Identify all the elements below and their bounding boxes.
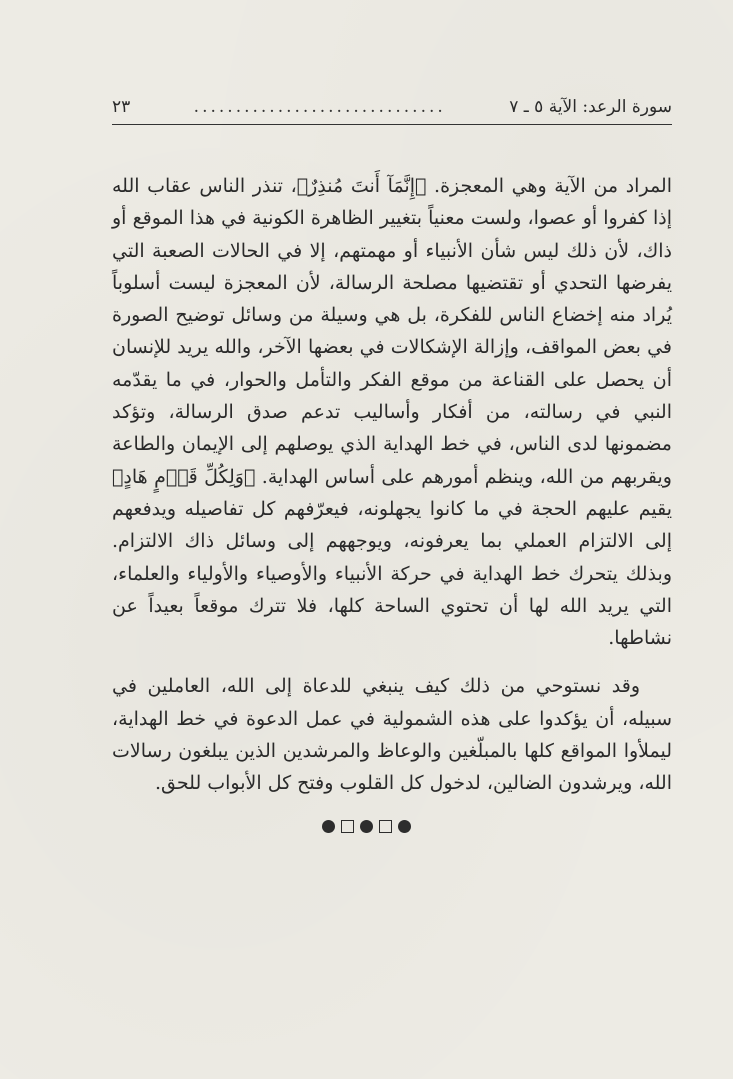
header-rule [112, 124, 672, 125]
quran-verse: ﴿وَلِكُلِّ قَوۡمٍ هَادٍ﴾ [112, 465, 256, 488]
text-run: وقد نستوحي من ذلك كيف ينبغي للدعاة إلى الله، العاملين في سبيله، أن يؤكدوا على هذه الشمولية في عمل الدعوة في خط الهداية، ليملأوا المواقع كلها بالمبلّغين والوعاظ والمرشدين الذين يبلغون رسالات الله، ويرشدون الضالين، لدخول كل القلوب وفتح كل الأبواب للحق. [112, 675, 672, 795]
header-leader-dots: .............................. [193, 97, 446, 117]
ornament-dot-icon [360, 820, 373, 833]
paragraph-2 [112, 670, 672, 799]
section-ornament [0, 820, 733, 833]
body-text [112, 170, 672, 800]
page-number: ٢٣ [112, 97, 131, 117]
ornament-square-icon [341, 820, 354, 833]
running-header [112, 96, 672, 118]
text-run: يقيم عليهم الحجة في ما كانوا يجهلونه، فيعرّفهم كل تفاصيله ويدفعهم إلى الالتزام العملي بما يعرفونه، ويوجههم إلى وسائل ذاك الالتزام. وبذلك يتحرك خط الهداية في حركة الأنبياء والأوصياء والأولياء والعلماء، التي يريد الله لها أن تحتوي الساحة كلها، فلا تترك موقعاً بعيداً عن نشاطها. [112, 497, 672, 650]
ornament-dot-icon [322, 820, 335, 833]
quran-verse: ﴿إِنَّمَآ أَنتَ مُنذِرٌ﴾ [296, 175, 427, 197]
text-run: ، تنذر الناس عقاب الله إذا كفروا أو عصوا، ولست معنياً بتغيير الظاهرة الكونية في هذا الموقع أو ذاك، لأن ذلك ليس شأن الأنبياء أو مهمتهم، إلا في الحالات الصعبة التي يفرضها التحدي أو تقتضيها مصلحة الرسالة، لأن المعجزة ليست أسلوباً يُراد منه إخضاع الناس للفكرة، بل هي وسيلة من وسائل توضيح الصورة في بعض المواقف، وإزالة الإشكالات في بعضها الآخر، والله يريد للإنسان أن يحصل على القناعة من موقع الفكر والتأمل والحوار، في ما يقدّمه النبي في رسالته، من أفكار وأساليب تدعم صدق الرسالة، وتؤكد مضمونها لدى الناس، في خط الهداية الذي يوصلهم إلى الإيمان والطاعة ويقربهم من الله، وينظم أمورهم على أساس الهداية. [112, 175, 672, 488]
ornament-square-icon [379, 820, 392, 833]
header-title: سورة الرعد: الآية ٥ ـ ٧ [509, 97, 672, 117]
text-run: المراد من الآية وهي المعجزة. [426, 175, 672, 197]
ornament-dot-icon [398, 820, 411, 833]
paragraph-1 [112, 170, 672, 654]
